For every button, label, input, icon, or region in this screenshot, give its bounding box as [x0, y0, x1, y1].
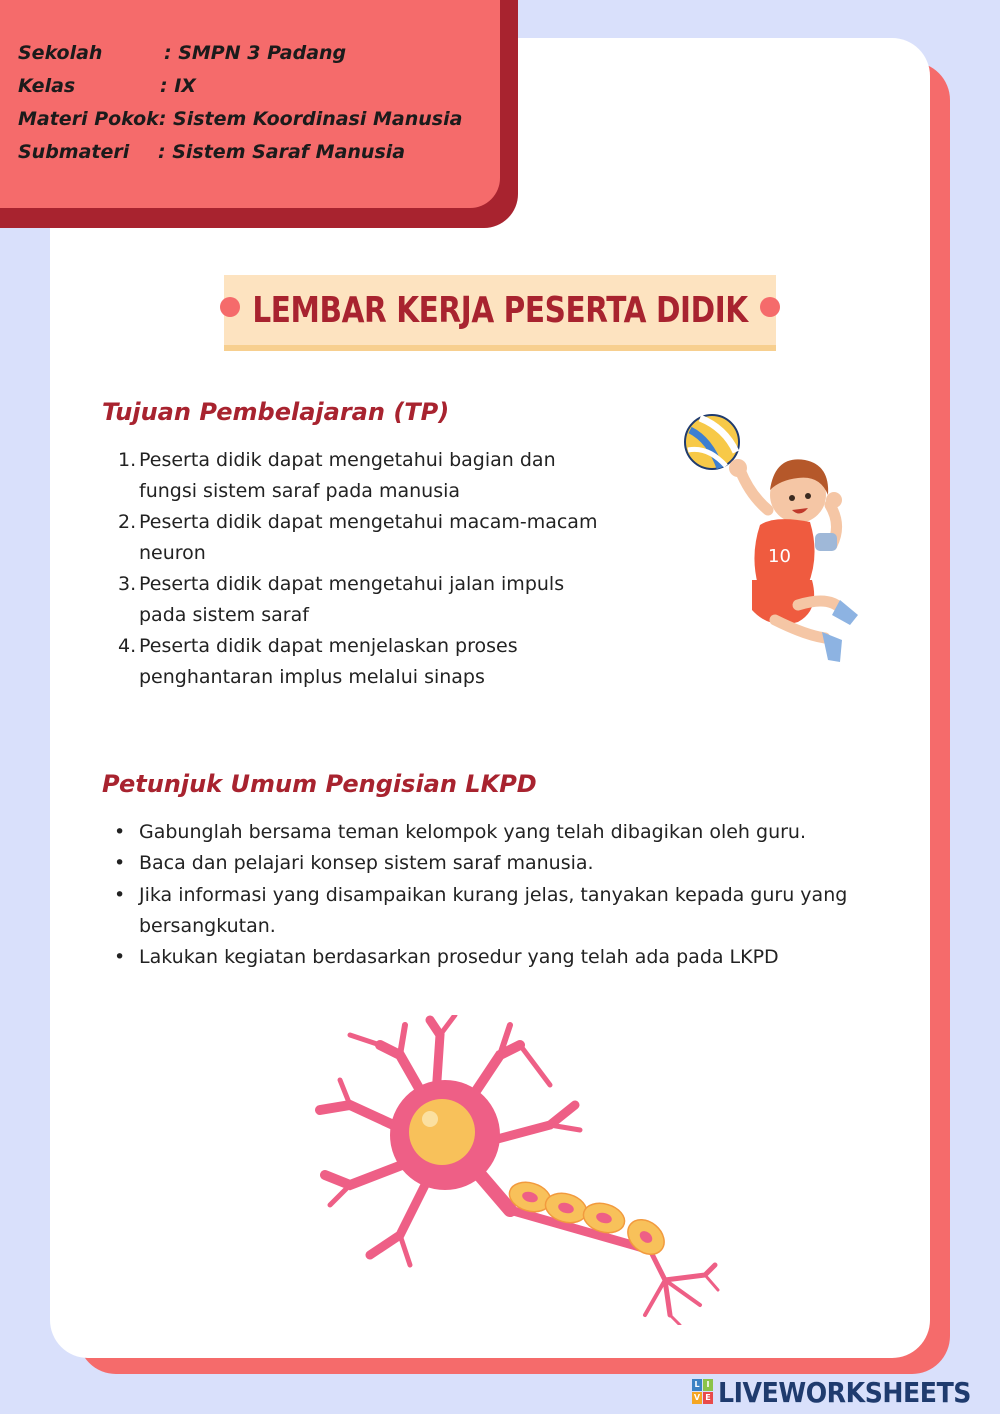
tp-item-line: neuron — [139, 542, 206, 564]
page-title: LEMBAR KERJA PESERTA DIDIK — [252, 289, 748, 331]
info-value: : Sistem Koordinasi Manusia — [158, 108, 463, 130]
info-label: Submateri — [18, 141, 130, 163]
info-value: : IX — [160, 75, 196, 97]
volleyball-icon — [685, 415, 739, 469]
info-row-submateri — [18, 141, 405, 163]
info-label: Sekolah — [18, 42, 103, 64]
tp-item-line: fungsi sistem saraf pada manusia — [139, 480, 461, 502]
tp-item-line: Peserta didik dapat mengetahui jalan impuls — [139, 573, 565, 595]
liveworksheets-logo-icon: L I V E — [692, 1379, 714, 1405]
tp-item-number: 1. — [118, 449, 137, 471]
info-row-kelas — [18, 75, 196, 97]
petunjuk-heading: Petunjuk Umum Pengisian LKPD — [102, 770, 537, 798]
info-value: : SMPN 3 Padang — [164, 42, 347, 64]
bullet: • — [114, 821, 126, 843]
petunjuk-item-line: Jika informasi yang disampaikan kurang jelas, tanyakan kepada guru yang — [139, 884, 848, 906]
tp-heading: Tujuan Pembelajaran (TP) — [102, 398, 450, 426]
tp-item-number: 4. — [118, 635, 137, 657]
volleyball-player-icon — [680, 410, 870, 675]
info-box — [0, 0, 500, 208]
title-banner — [224, 275, 776, 351]
petunjuk-item-line: Baca dan pelajari konsep sistem saraf manusia. — [139, 852, 594, 874]
info-label: Kelas — [18, 75, 76, 97]
info-label: Materi Pokok — [18, 108, 159, 130]
watermark-text: LIVEWORKSHEETS — [718, 1375, 972, 1409]
petunjuk-item-line: bersangkutan. — [139, 915, 276, 937]
banner-dot-left — [220, 297, 240, 317]
bullet: • — [114, 884, 126, 906]
petunjuk-item-line: Lakukan kegiatan berdasarkan prosedur yang telah ada pada LKPD — [139, 946, 779, 968]
neuron-icon — [310, 1015, 720, 1325]
liveworksheets-watermark[interactable] — [692, 1376, 999, 1408]
jersey-number: 10 — [768, 546, 791, 567]
bullet: • — [114, 852, 126, 874]
tp-item-number: 3. — [118, 573, 137, 595]
info-row-materi-pokok — [18, 108, 462, 130]
tp-item-line: Peserta didik dapat menjelaskan proses — [139, 635, 518, 657]
tp-item-number: 2. — [118, 511, 137, 533]
tp-item-line: pada sistem saraf — [139, 604, 309, 626]
tp-item-line: Peserta didik dapat mengetahui macam-macam — [139, 511, 598, 533]
tp-item-line: penghantaran implus melalui sinaps — [139, 666, 485, 688]
banner-dot-right — [760, 297, 780, 317]
info-value: : Sistem Saraf Manusia — [158, 141, 406, 163]
info-row-sekolah — [18, 42, 346, 64]
tp-item-line: Peserta didik dapat mengetahui bagian dan — [139, 449, 556, 471]
bullet: • — [114, 946, 126, 968]
petunjuk-item-line: Gabunglah bersama teman kelompok yang telah dibagikan oleh guru. — [139, 821, 807, 843]
